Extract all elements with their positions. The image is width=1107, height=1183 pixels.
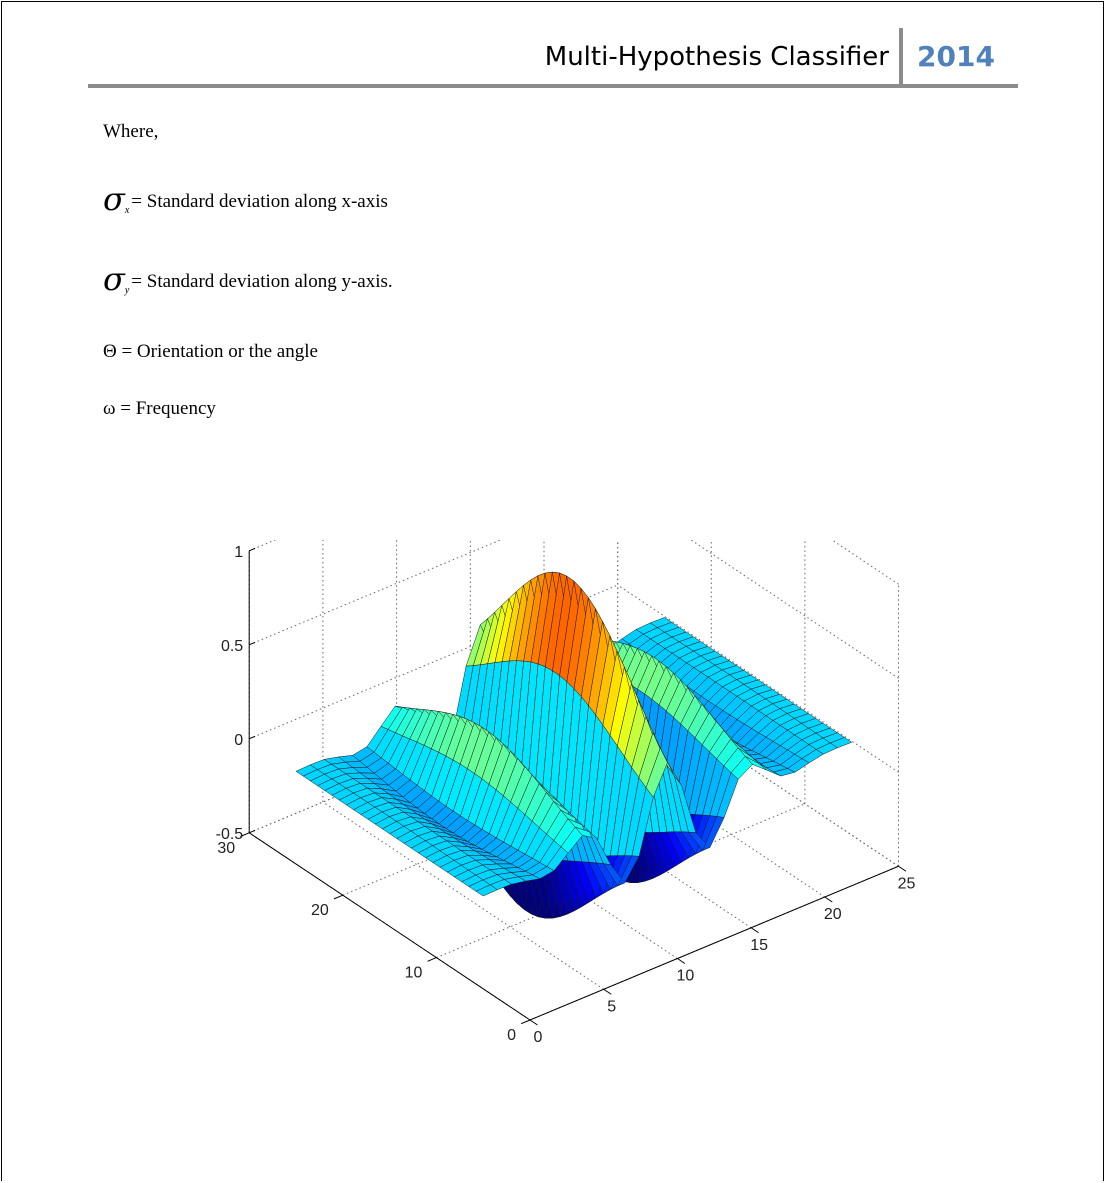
x-tick-label: 20 [823, 906, 842, 923]
definition-sigma-y [103, 260, 393, 298]
y-tick-label: 0 [507, 1027, 516, 1044]
x-tick-mark [530, 1020, 537, 1025]
grid-line [249, 540, 618, 551]
y-tick-mark [428, 958, 437, 962]
sigma-symbol: σ [103, 180, 125, 218]
sigma-symbol: σ [103, 260, 125, 298]
definition-omega: ω = Frequency [103, 398, 216, 419]
z-tick-mark [249, 830, 255, 832]
x-tick-mark [604, 989, 611, 994]
intro-text: Where, [103, 121, 159, 142]
x-tick-label: 5 [607, 998, 617, 1016]
z-tick-mark [249, 736, 255, 738]
definition-text: = Standard deviation along x-axis [131, 191, 388, 212]
definition-theta: Θ = Orientation or the angle [103, 341, 318, 362]
y-tick-label: 10 [404, 964, 423, 982]
definition-text: = Standard deviation along y-axis. [131, 271, 393, 292]
grid-line [618, 540, 899, 584]
header-rule [88, 84, 1018, 88]
z-tick-mark [249, 548, 255, 550]
surface-mesh [296, 572, 852, 918]
x-tick-label: 0 [533, 1029, 543, 1046]
y-tick-label: 30 [217, 839, 236, 857]
subscript-y: y [124, 285, 130, 296]
gabor-surface-plot [150, 540, 930, 1060]
x-tick-mark [899, 866, 906, 871]
x-tick-mark [677, 959, 684, 964]
z-tick-mark [249, 642, 255, 644]
subscript-x: x [124, 205, 130, 216]
header-divider [899, 28, 903, 86]
definition-sigma-x [103, 180, 388, 218]
header-year: 2014 [917, 40, 995, 73]
x-tick-label: 25 [897, 875, 916, 893]
header-title: Multi-Hypothesis Classifier [544, 42, 889, 72]
z-tick-label: 0 [234, 731, 244, 749]
x-tick-mark [825, 897, 832, 902]
y-tick-mark [521, 1020, 530, 1024]
x-tick-mark [751, 928, 758, 933]
x-tick-label: 15 [750, 936, 768, 954]
z-tick-label: -0.5 [215, 825, 244, 843]
z-tick-label: 1 [234, 543, 244, 561]
x-tick-label: 10 [676, 967, 695, 985]
z-tick-label: 0.5 [220, 637, 244, 655]
y-tick-mark [334, 895, 343, 899]
y-tick-label: 20 [311, 902, 329, 920]
